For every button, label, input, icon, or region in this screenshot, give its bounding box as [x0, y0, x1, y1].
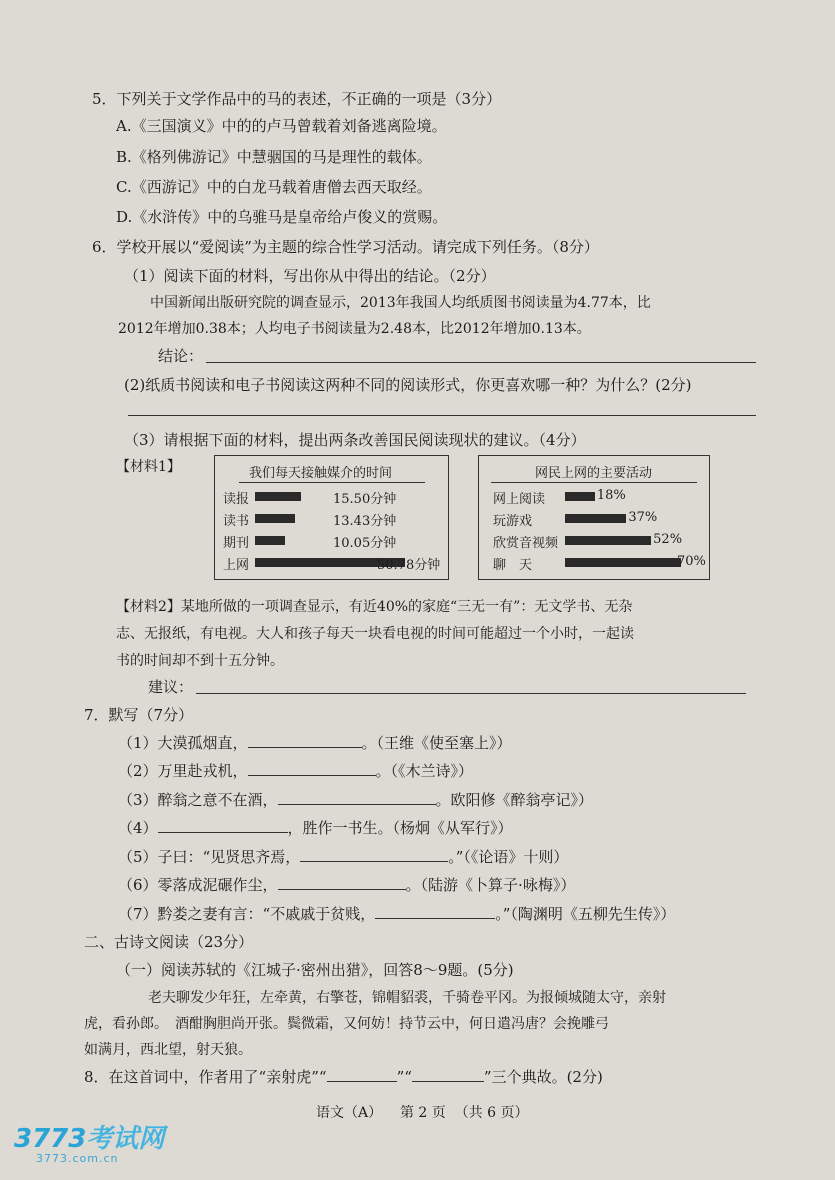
internet-chart-divider [491, 482, 697, 483]
poem-line3: 如满月，西北望，射天狼。 [84, 1042, 252, 1058]
q6-sub1: （1）阅读下面的材料，写出你从中得出的结论。（2分） [124, 267, 496, 285]
chart1-value-1: 15.50分钟 [333, 492, 397, 507]
q7-item-6-blank[interactable] [278, 875, 406, 890]
q7-item-7-blank[interactable] [375, 904, 495, 919]
chart1-category-3: 期刊 [223, 536, 250, 551]
site-logo-digits: 3773 [14, 1124, 87, 1154]
material2-line2: 志、无报纸，有电视。大人和孩子每天一块看电视的时间可能超过一个小时，一起读 [116, 626, 634, 642]
chart1-bar-3 [255, 536, 285, 545]
q7-item-1-post: 。（王维《使至塞上》） [361, 734, 512, 752]
q8-blank-1[interactable] [327, 1067, 397, 1082]
chart1-value-2: 13.43分钟 [333, 514, 397, 529]
chart2-category-2: 玩游戏 [493, 514, 533, 529]
suggestion-answer-line[interactable] [196, 693, 746, 694]
q7-item-3 [118, 789, 593, 810]
q7-item-7-pre: （7）黔娄之妻有言：“不戚戚于贫贱， [118, 905, 376, 923]
q7-item-3-post: 。欧阳修《醉翁亭记》） [435, 791, 594, 809]
chart2-category-4: 聊 天 [493, 558, 533, 573]
chart2-value-2: 37% [628, 510, 658, 525]
q8-blank-2[interactable] [412, 1067, 484, 1082]
q8-pre: 8．在这首词中，作者用了“亲射虎”“ [84, 1068, 327, 1086]
chart1-category-4: 上网 [223, 558, 250, 573]
footer-total: （共 6 页） [454, 1105, 529, 1121]
q7-item-2-post: 。（《木兰诗》） [375, 762, 474, 780]
q7-item-5-pre: （5）子曰：“见贤思齐焉， [118, 848, 301, 866]
q8-post: ”三个典故。(2分) [483, 1068, 603, 1086]
q6-stem: 6．学校开展以“爱阅读”为主题的综合性学习活动。请完成下列任务。（8分） [92, 238, 599, 256]
q7-item-4-post: ，胜作一书生。（杨炯《从军行》） [287, 819, 513, 837]
chart1-category-1: 读报 [223, 492, 250, 507]
chart1-bar-1 [255, 492, 301, 501]
q5-option-d: D.《水浒传》中的乌骓马是皇帝给卢俊义的赏赐。 [116, 208, 448, 226]
poem-line2: 虎，看孙郎。 酒酣胸胆尚开张。鬓微霜，又何妨！持节云中，何日遣冯唐？会挽雕弓 [84, 1016, 609, 1032]
chart1-value-4: 50.78分钟 [377, 558, 441, 573]
chart2-category-1: 网上阅读 [493, 492, 546, 507]
chart2-bar-2 [565, 514, 626, 523]
q6-material-line2: 2012年增加0.38本；人均电子书阅读量为2.48本，比2012年增加0.13本。 [118, 321, 591, 337]
q7-item-3-pre: （3）醉翁之意不在酒， [118, 791, 278, 809]
chart2-category-3: 欣赏音视频 [493, 536, 559, 551]
q7-item-2-blank[interactable] [248, 761, 376, 776]
q7-item-1-blank[interactable] [248, 733, 362, 748]
chart1-category-2: 读书 [223, 514, 250, 529]
q7-item-5-post: 。”（《论语》十则） [448, 848, 569, 866]
conclusion-answer-line[interactable] [206, 362, 756, 363]
footer-page: 第 2 页 [399, 1105, 446, 1121]
page-footer [316, 1102, 528, 1122]
q7-stem: 7．默写（7分） [84, 706, 194, 724]
chart1-bar-2 [255, 514, 295, 523]
footer-subject: 语文（A） [316, 1105, 383, 1121]
q7-item-4-blank[interactable] [158, 818, 288, 833]
q7-item-7 [118, 903, 675, 924]
media-chart-divider [239, 482, 425, 483]
internet-chart-title: 网民上网的主要活动 [535, 466, 653, 481]
q6-conclusion-label: 结论： [158, 347, 204, 365]
q6-material-line1: 中国新闻出版研究院的调查显示，2013年我国人均纸质图书阅读量为4.77本，比 [150, 295, 651, 311]
q7-item-3-blank[interactable] [278, 790, 436, 805]
material2-line3: 书的时间却不到十五分钟。 [116, 653, 284, 669]
site-logo-cn: 考试网 [86, 1124, 165, 1154]
q7-item-5 [118, 846, 568, 867]
chart1-value-3: 10.05分钟 [333, 536, 397, 551]
q5-option-a: A.《三国演义》中的的卢马曾载着刘备逃离险境。 [116, 117, 447, 135]
q7-item-4-pre: （4） [118, 819, 158, 837]
q7-item-1 [118, 732, 512, 753]
chart2-value-3: 52% [653, 532, 683, 547]
internet-activity-chart [478, 455, 710, 580]
chart2-value-4: 70% [677, 554, 706, 569]
q6-sub3: （3）请根据下面的材料，提出两条改善国民阅读现状的建议。（4分） [124, 431, 586, 449]
material2-line1: 【材料2】某地所做的一项调查显示，有近40%的家庭“三无一有”：无文学书、无杂 [116, 599, 633, 615]
chart2-bar-4 [565, 558, 681, 567]
q8 [84, 1066, 603, 1087]
q7-item-5-blank[interactable] [300, 847, 448, 862]
q7-item-6-pre: （6）零落成泥碾作尘， [118, 876, 278, 894]
material1-label: 【材料1】 [116, 459, 181, 475]
chart2-bar-1 [565, 492, 595, 501]
preference-answer-line[interactable] [128, 415, 756, 416]
q7-item-6 [118, 874, 575, 895]
q5-stem: 5．下列关于文学作品中的马的表述，不正确的一项是（3分） [92, 90, 502, 108]
q5-option-b: B.《格列佛游记》中慧骃国的马是理性的载体。 [116, 148, 432, 166]
q5-option-c: C.《西游记》中的白龙马载着唐僧去西天取经。 [116, 178, 432, 196]
q8-mid: ”“ [396, 1068, 412, 1086]
q6-sub2: (2)纸质书阅读和电子书阅读这两种不同的阅读形式，你更喜欢哪一种？为什么？(2分) [124, 376, 692, 394]
q7-item-4 [118, 817, 513, 838]
q7-item-7-post: 。”（陶渊明《五柳先生传》） [495, 905, 676, 923]
q7-item-2 [118, 760, 473, 781]
media-chart-title: 我们每天接触媒介的时间 [249, 466, 393, 481]
media-time-chart [214, 455, 449, 580]
section2-sub1: （一）阅读苏轼的《江城子·密州出猎》，回答8～9题。(5分) [116, 961, 514, 979]
poem-line1: 老夫聊发少年狂，左牵黄，右擎苍，锦帽貂裘，千骑卷平冈。为报倾城随太守，亲射 [148, 990, 666, 1006]
q7-item-1-pre: （1）大漠孤烟直， [118, 734, 248, 752]
chart2-value-1: 18% [596, 488, 626, 503]
chart2-bar-3 [565, 536, 651, 545]
suggestion-label: 建议： [148, 678, 194, 696]
q7-item-2-pre: （2）万里赴戎机， [118, 762, 248, 780]
q7-item-6-post: 。（陆游《卜算子·咏梅》） [405, 876, 576, 894]
section2-title: 二、古诗文阅读（23分） [84, 933, 254, 951]
site-url: 3773.com.cn [36, 1152, 119, 1165]
site-logo [14, 1118, 164, 1155]
